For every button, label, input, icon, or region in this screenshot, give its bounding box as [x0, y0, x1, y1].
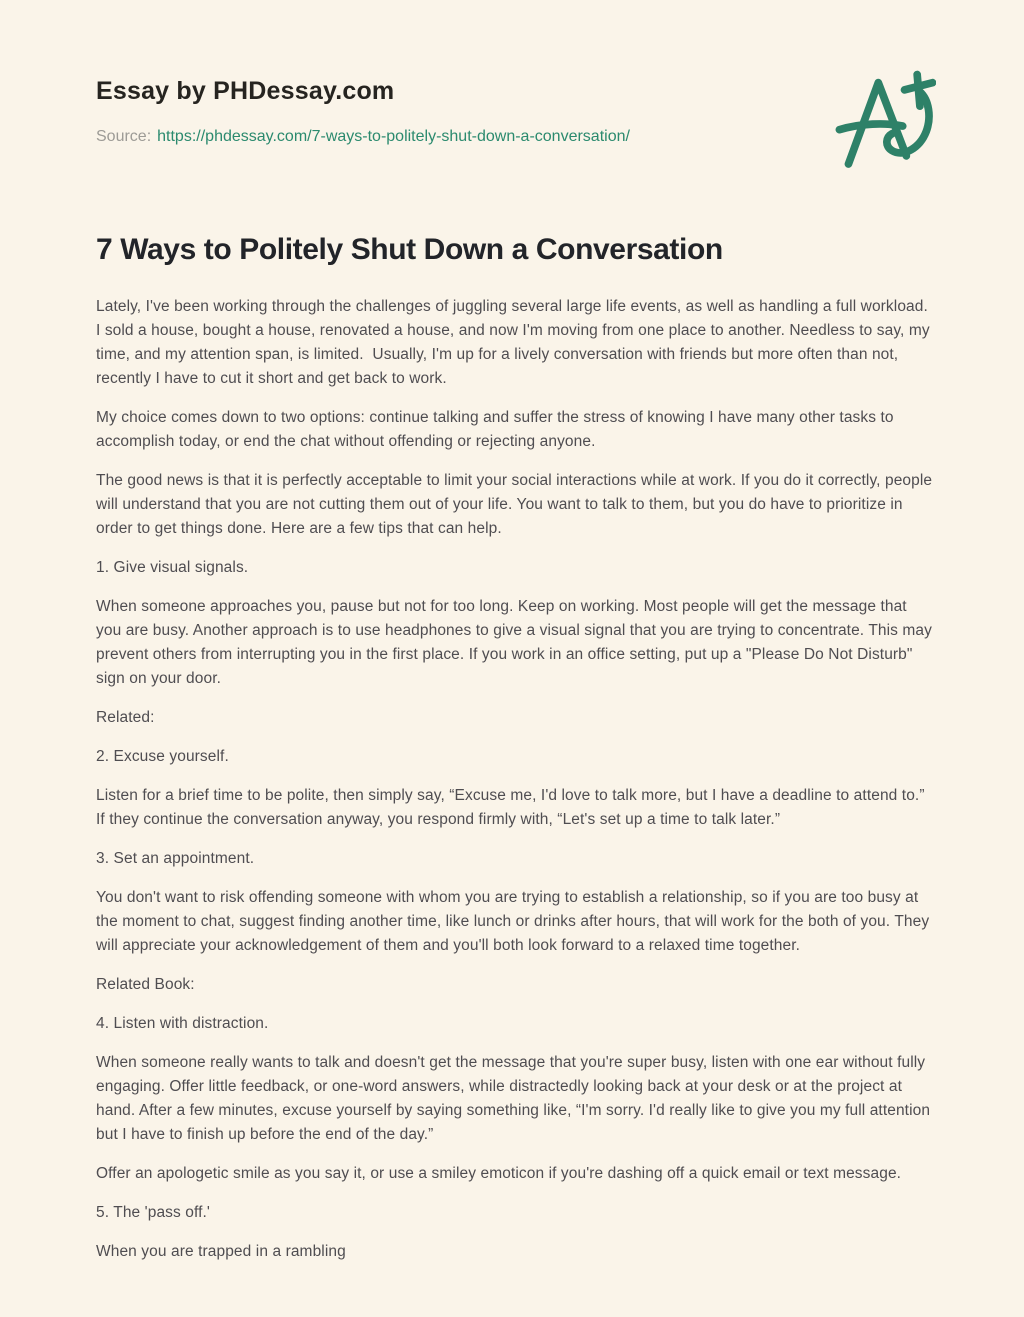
paragraph-tip-2: Listen for a brief time to be polite, then simply say, “Excuse me, I'd love to talk more, but I have a deadline to attend to.” If they continue the conversation anyway, you respond firmly with, “Let's set up a time to talk later.”	[96, 787, 930, 828]
paragraph-intro-1: Lately, I've been working through the challenges of juggling several large life events, as well as handling a full workload. I sold a house, bought a house, renovated a house, and now I'm moving from one place to another. Needless to say, my time, and my attention span, is limited. Usually, I'm up for a lively conversation with friends but more often than not, recently I have to cut it short and get back to work.	[96, 298, 935, 387]
essay-content	[96, 76, 936, 1279]
paragraph-tip-3: You don't want to risk offending someone with whom you are trying to establish a relationship, so if you are too busy at the moment to chat, suggest finding another time, like lunch or drinks after hours, that will work for the both of you. They will appreciate your acknowledgement of them and you'll both look forward to a relaxed time together.	[96, 889, 934, 954]
paragraph-intro-2: My choice comes down to two options: continue talking and suffer the stress of knowing I have many other tasks to accomplish today, or end the chat without offending or rejecting anyone.	[96, 409, 899, 450]
page-header	[96, 76, 936, 180]
paragraph-tip-4a: When someone really wants to talk and doesn't get the message that you're super busy, listen with one ear without fully engaging. Offer little feedback, or one-word answers, while distractedly looking back at your desk or at the project at hand. After a few minutes, excuse yourself by saying something like, “I'm sorry. I'd really like to give you my full attention but I have to finish up before the end of the day.”	[96, 1054, 935, 1143]
article-body	[96, 295, 936, 1264]
phdessay-a-plus-logo-icon	[826, 70, 936, 174]
byline: Essay by PHDessay.com	[96, 77, 395, 105]
source-line	[96, 126, 630, 148]
source-label: Source:	[96, 128, 152, 145]
section-heading-5: 5. The 'pass off.'	[96, 1204, 210, 1221]
paragraph-tip-5: When you are trapped in a rambling	[96, 1243, 346, 1260]
paragraph-tip-1: When someone approaches you, pause but not for too long. Keep on working. Most people will get the message that you are busy. Another approach is to use headphones to give a visual signal that you are trying to concentrate. This may prevent others from interrupting you in the first place. If you work in an office setting, put up a "Please Do Not Disturb" sign on your door.	[96, 598, 937, 687]
paragraph-intro-3: The good news is that it is perfectly acceptable to limit your social interactions while at work. If you do it correctly, people will understand that you are not cutting them out of your life. You want to talk to them, but you do have to prioritize in order to get things done. Here are a few tips that can help.	[96, 472, 937, 537]
source-link[interactable]: https://phdessay.com/7-ways-to-politely-shut-down-a-conversation/	[157, 128, 630, 145]
related-book-label: Related Book:	[96, 976, 195, 993]
header-text-group	[96, 76, 630, 148]
related-label: Related:	[96, 709, 155, 726]
paragraph-tip-4b: Offer an apologetic smile as you say it, or use a smiley emoticon if you're dashing off a quick email or text message.	[96, 1165, 902, 1182]
section-heading-2: 2. Excuse yourself.	[96, 748, 229, 765]
section-heading-1: 1. Give visual signals.	[96, 559, 249, 576]
section-heading-3: 3. Set an appointment.	[96, 850, 255, 867]
page-title: 7 Ways to Politely Shut Down a Conversation	[96, 233, 723, 266]
section-heading-4: 4. Listen with distraction.	[96, 1015, 269, 1032]
